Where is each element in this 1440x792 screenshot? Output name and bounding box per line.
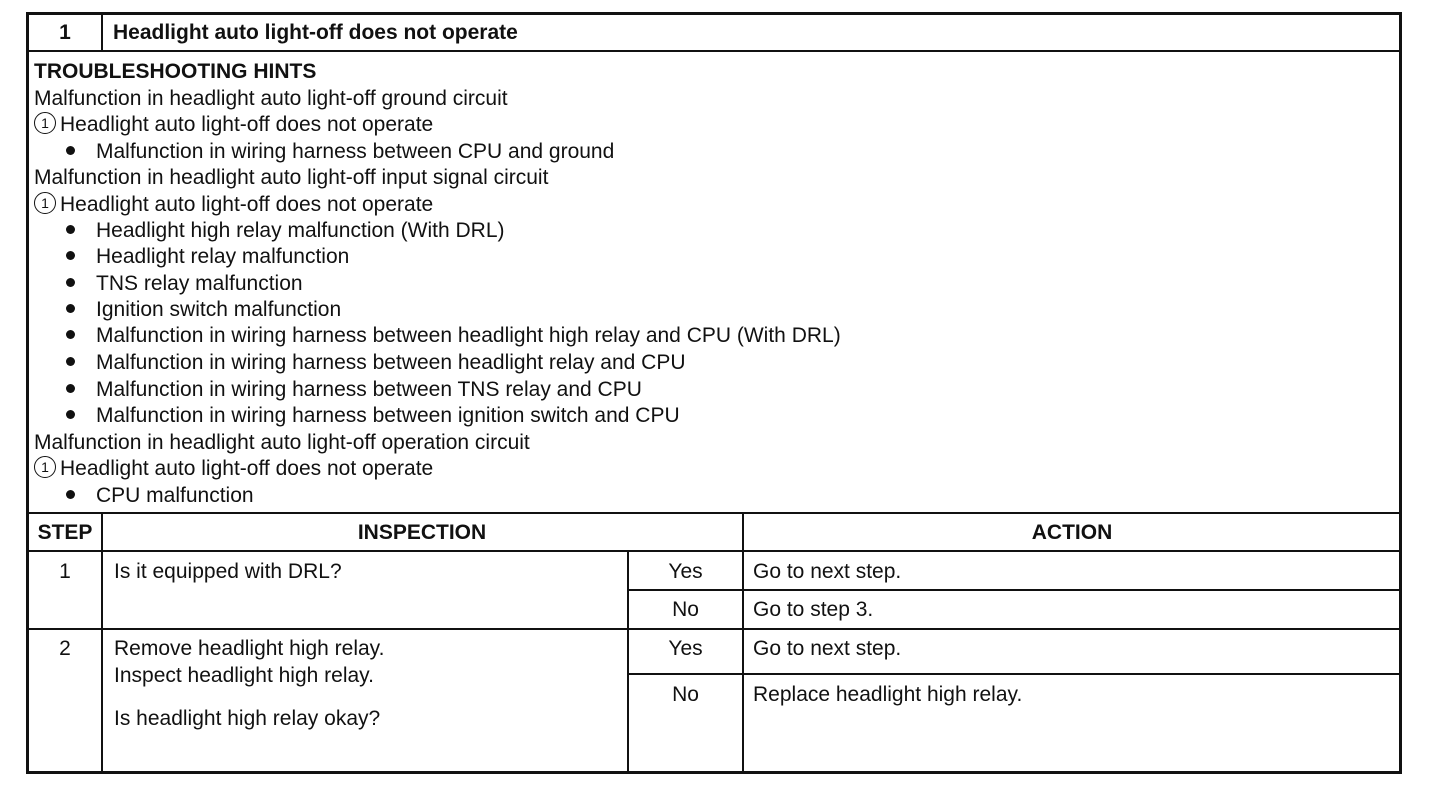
header-bottom-rule — [28, 50, 1400, 52]
hint-symptom — [34, 112, 433, 138]
hint-circuit: Malfunction in headlight auto light-off input signal circuit — [34, 166, 549, 189]
action-column-header: ACTION — [1031, 521, 1113, 544]
bullet-icon — [66, 278, 75, 287]
header-number: 1 — [59, 21, 71, 44]
no-label: No — [672, 598, 699, 621]
hint-cause — [66, 139, 614, 165]
bullet-icon — [66, 251, 75, 260]
hint-cause — [66, 271, 303, 297]
hint-cause-text: TNS relay malfunction — [96, 272, 303, 295]
bullet-icon — [66, 225, 75, 234]
step-inspection-text: Remove headlight high relay. — [114, 637, 385, 660]
circled-number: 1 — [34, 456, 56, 478]
no-action: Go to step 3. — [753, 598, 874, 621]
step-column-divider — [101, 513, 103, 773]
hint-symptom — [34, 456, 433, 482]
header-title: Headlight auto light-off does not operate — [113, 21, 518, 44]
hints-bottom-rule — [28, 512, 1400, 514]
circled-number: 1 — [34, 112, 56, 134]
hint-symptom-text: Headlight auto light-off does not operate — [60, 457, 434, 480]
hint-circuit: Malfunction in headlight auto light-off operation circuit — [34, 431, 530, 454]
no-label: No — [672, 683, 699, 706]
hint-cause-text: Headlight high relay malfunction (With DRL) — [96, 219, 505, 242]
hint-cause-text: Ignition switch malfunction — [96, 298, 342, 321]
step-inspection-text: Is it equipped with DRL? — [114, 560, 342, 583]
hint-cause-text: CPU malfunction — [96, 484, 254, 507]
header-divider — [101, 14, 103, 50]
step-inspection-text: Inspect headlight high relay. — [114, 664, 374, 687]
hint-cause-text: Malfunction in wiring harness between ignition switch and CPU — [96, 404, 680, 427]
bullet-icon — [66, 410, 75, 419]
hint-symptom-text: Headlight auto light-off does not operate — [60, 193, 434, 216]
step-1-bottom-rule — [28, 628, 1400, 630]
bullet-icon — [66, 146, 75, 155]
step-column-header: STEP — [37, 521, 93, 544]
step-inspection-question: Is headlight high relay okay? — [114, 707, 381, 730]
inspection-column-header: INSPECTION — [357, 521, 487, 544]
yes-action: Go to next step. — [753, 637, 902, 660]
hint-cause — [66, 350, 686, 376]
yes-label: Yes — [668, 637, 703, 660]
hint-cause — [66, 218, 505, 244]
yes-action: Go to next step. — [753, 560, 902, 583]
hint-cause — [66, 323, 841, 349]
hint-cause — [66, 403, 680, 429]
hint-cause — [66, 377, 642, 403]
table-header-bottom-rule — [28, 550, 1400, 552]
circled-number: 1 — [34, 192, 56, 214]
bullet-icon — [66, 357, 75, 366]
hint-cause-text: Malfunction in wiring harness between headlight relay and CPU — [96, 351, 686, 374]
hint-cause — [66, 244, 349, 270]
hint-cause — [66, 483, 254, 509]
hint-cause-text: Headlight relay malfunction — [96, 245, 350, 268]
hint-cause-text: Malfunction in wiring harness between headlight high relay and CPU (With DRL) — [96, 324, 841, 347]
step-2-answer-rule — [628, 673, 1400, 675]
no-action: Replace headlight high relay. — [753, 683, 1023, 706]
bullet-icon — [66, 384, 75, 393]
step-number: 2 — [59, 637, 71, 660]
step-number: 1 — [59, 560, 71, 583]
hint-cause — [66, 297, 341, 323]
hint-symptom — [34, 192, 433, 218]
hint-circuit: Malfunction in headlight auto light-off ground circuit — [34, 87, 508, 110]
hints-heading: TROUBLESHOOTING HINTS — [34, 60, 317, 83]
action-column-divider — [742, 513, 744, 773]
hint-cause-text: Malfunction in wiring harness between TNS relay and CPU — [96, 378, 642, 401]
bullet-icon — [66, 304, 75, 313]
bullet-icon — [66, 490, 75, 499]
yes-label: Yes — [668, 560, 703, 583]
step-1-answer-rule — [628, 589, 1400, 591]
hint-cause-text: Malfunction in wiring harness between CPU and ground — [96, 140, 615, 163]
bullet-icon — [66, 330, 75, 339]
hint-symptom-text: Headlight auto light-off does not operate — [60, 113, 434, 136]
